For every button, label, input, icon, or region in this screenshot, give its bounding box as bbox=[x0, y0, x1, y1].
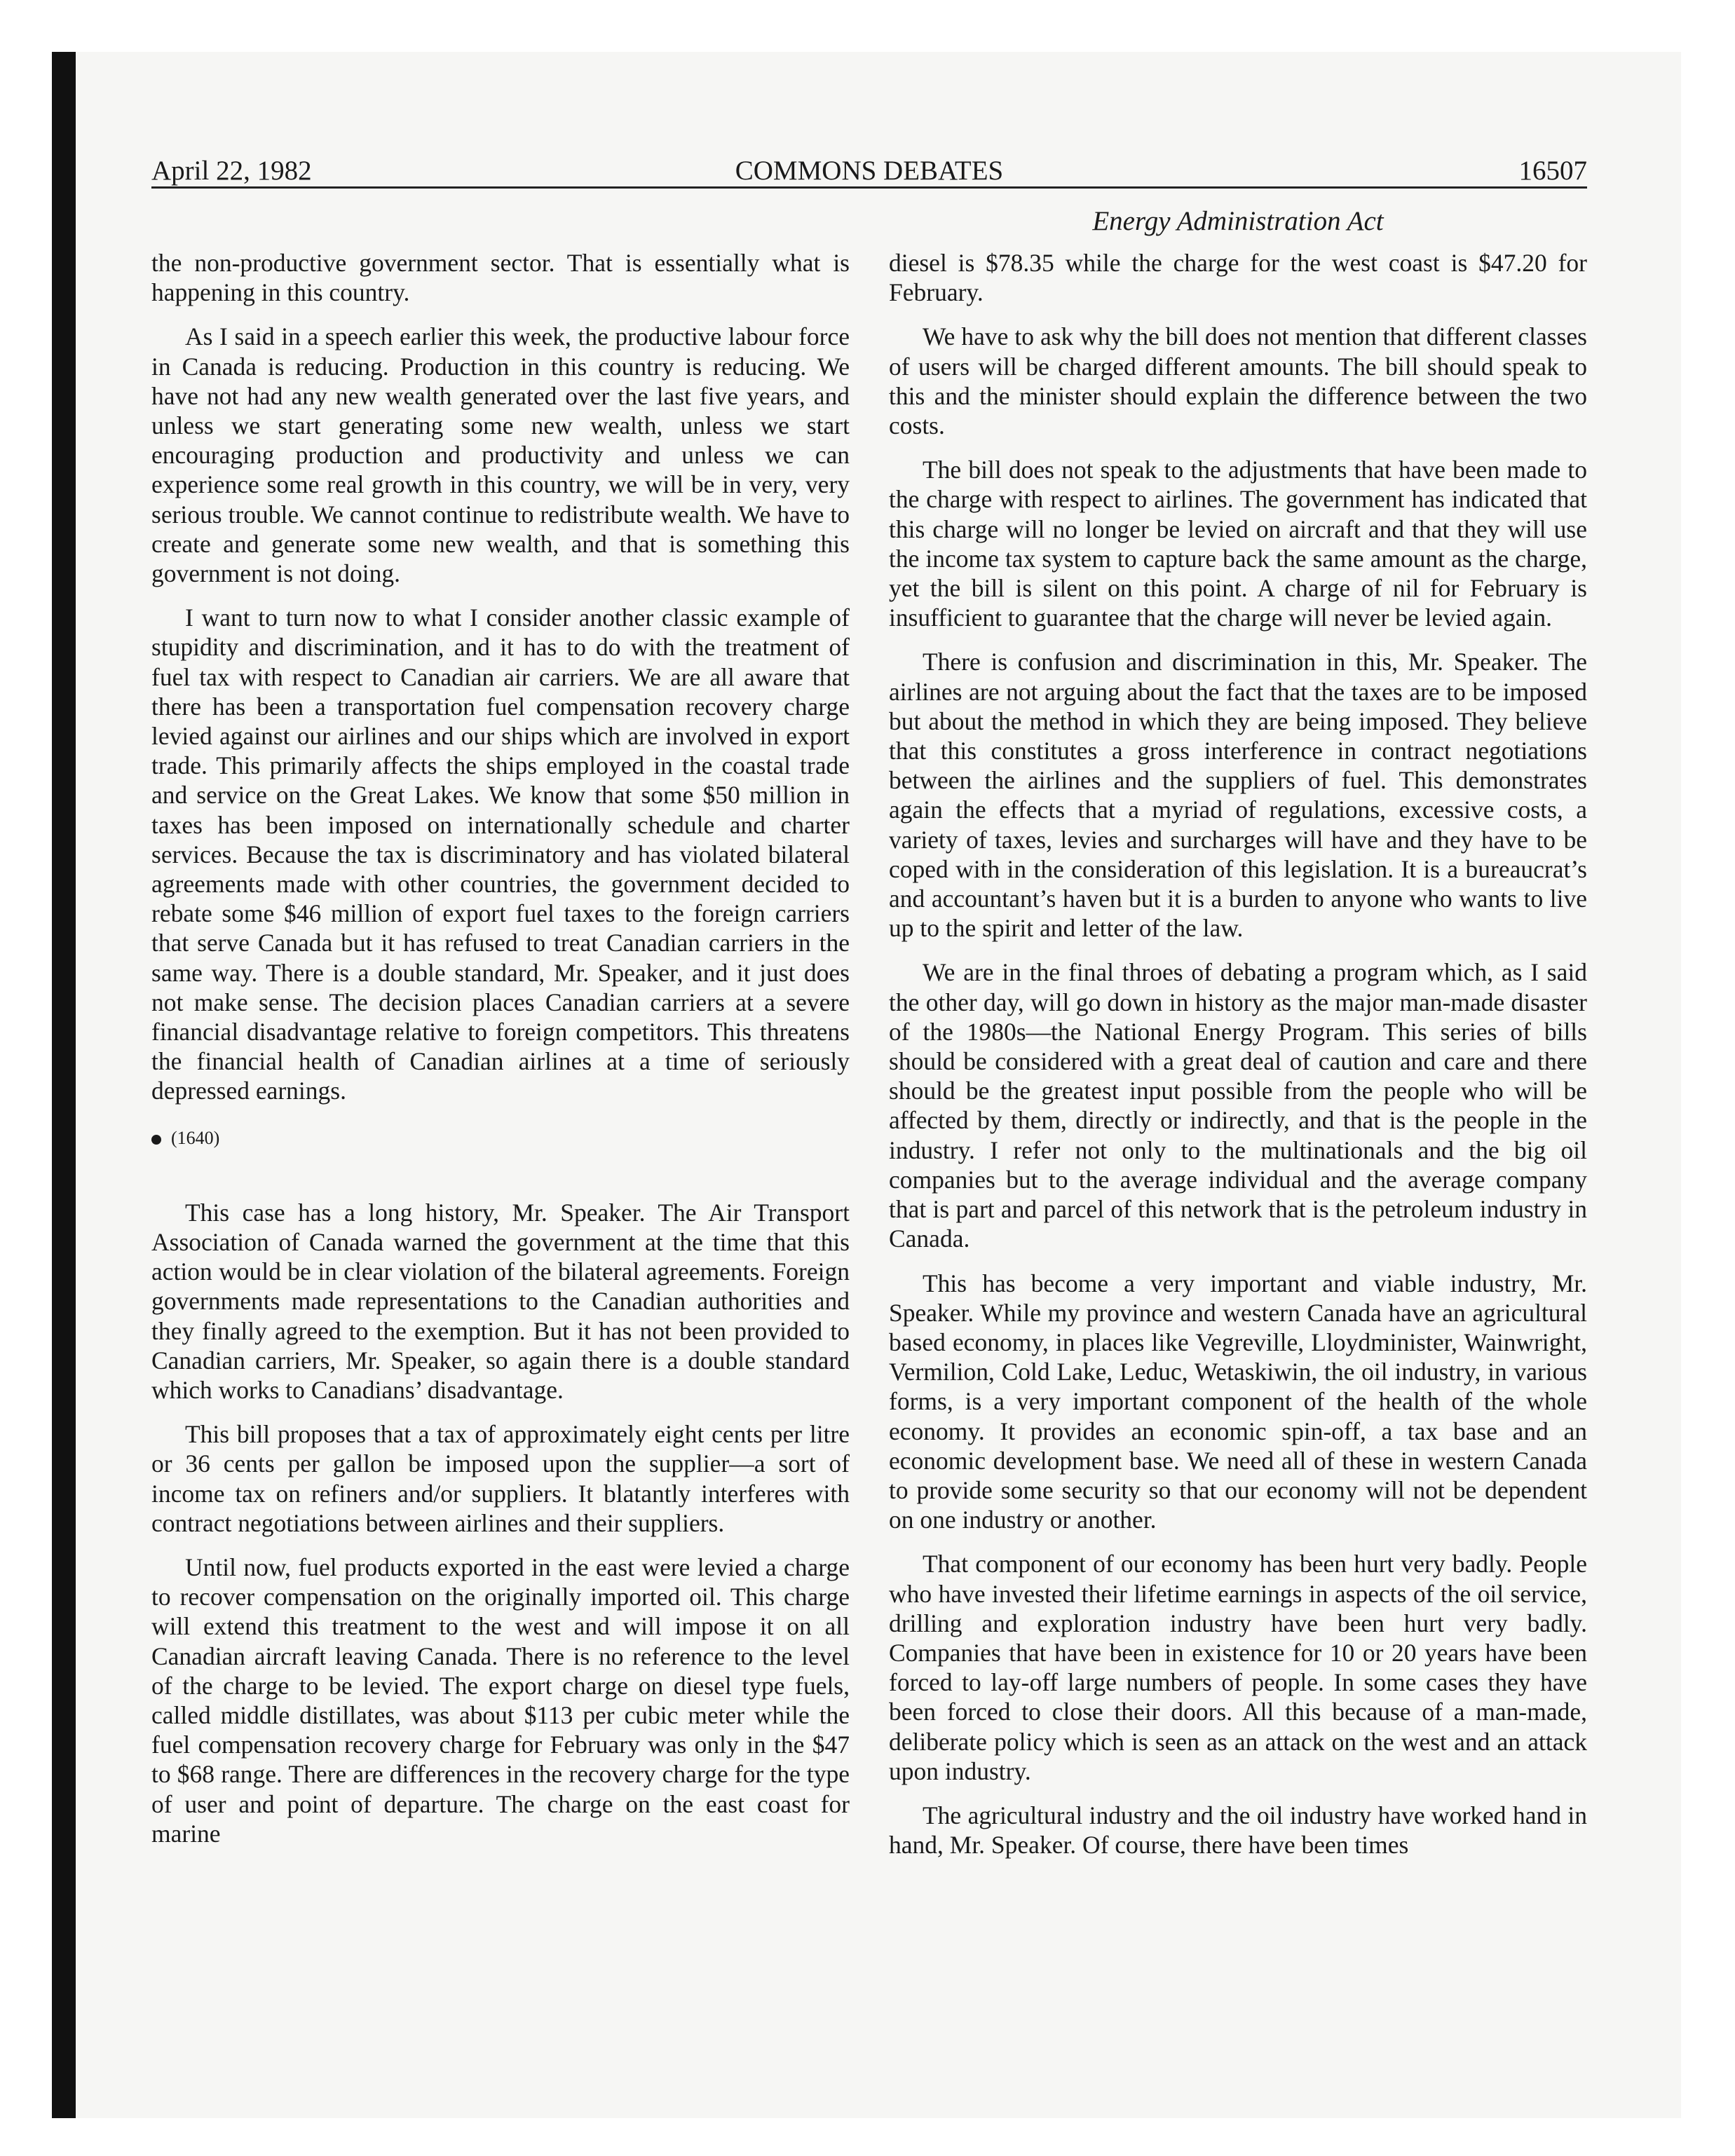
header-date: April 22, 1982 bbox=[151, 156, 312, 186]
paragraph: The agricultural industry and the oil industry have worked hand in hand, Mr. Speaker. Of course, there have been times bbox=[889, 1801, 1587, 1860]
paragraph: diesel is $78.35 while the charge for the west coast is $47.20 for February. bbox=[889, 249, 1587, 307]
running-header bbox=[151, 153, 1587, 189]
time-marker-label: (1640) bbox=[171, 1127, 220, 1148]
paragraph: As I said in a speech earlier this week, the productive labour force in Canada is reducing. Production in this country is reducing. We have not had any new wealth generated over the last five years, and unless we start generating some new wealth, unless we start encouraging production and productivity and unless we can experience some real growth in this country, we will be in very, very serious trouble. We cannot continue to redistribute wealth. We have to create and generate some new wealth, and that is something this government is not doing. bbox=[151, 322, 850, 588]
paragraph: That component of our economy has been hurt very badly. People who have invested their lifetime earnings in aspects of the oil service, drilling and exploration industry have been hurt very badly. Companies that have been in existence for 10 or 20 years have been forced to lay-off large numbers of people. In some cases they have been forced to close their doors. All this because of a man-made, deliberate policy which is seen as an attack on the west and an attack upon industry. bbox=[889, 1550, 1587, 1785]
header-page-number: 16507 bbox=[1518, 156, 1587, 186]
right-column bbox=[889, 248, 1587, 1944]
paragraph: The bill does not speak to the adjustments that have been made to the charge with respect to airlines. The government has indicated that this charge will no longer be levied on aircraft and that they will use the income tax system to capture back the same amount as the charge, yet the bill is silent on this point. A charge of nil for February is insufficient to guarantee that the charge will never be levied again. bbox=[889, 456, 1587, 632]
bullet-icon bbox=[151, 1135, 161, 1145]
time-marker bbox=[151, 1121, 850, 1156]
scan-edge bbox=[52, 52, 76, 2118]
paragraph: Until now, fuel products exported in the east were levied a charge to recover compensation on the originally imported oil. This charge will extend this treatment to the west and will impose it on all Canadian aircraft leaving Canada. There is no reference to the level of the charge to be levied. The export charge on diesel type fuels, called middle distillates, was about $113 per cubic meter while the fuel compensation recovery charge for February was only in the $47 to $68 range. There are differences in the recovery charge for the type of user and point of departure. The charge on the east coast for marine bbox=[151, 1553, 850, 1848]
paragraph: This has become a very important and viable industry, Mr. Speaker. While my province and western Canada have an agricultural based economy, in places like Vegreville, Lloydminister, Wainwright, Vermilion, Cold Lake, Leduc, Wetaskiwin, the oil industry, in various forms, is a very important component of the health of the whole economy. It provides an economic spin-off, a tax base and an economic development base. We need all of these in western Canada to provide some security so that our economy will not be dependent on one industry or another. bbox=[889, 1269, 1587, 1534]
paragraph: the non-productive government sector. That is essentially what is happening in this country. bbox=[151, 249, 850, 307]
left-column bbox=[151, 248, 850, 1944]
subject-heading: Energy Administration Act bbox=[1092, 206, 1384, 236]
paragraph: We are in the final throes of debating a program which, as I said the other day, will go down in history as the major man-made disaster of the 1980s—the National Energy Program. This series of bills should be considered with a great deal of caution and care and there should be the greatest input possible from the people who will be affected by them, directly or indirectly, and that is the people in the industry. I refer not only to the multinationals and the big oil companies but to the average individual and the average company that is part and parcel of this network that is the petroleum industry in Canada. bbox=[889, 958, 1587, 1253]
header-rule bbox=[151, 186, 1587, 189]
paragraph: This bill proposes that a tax of approximately eight cents per litre or 36 cents per gallon be imposed upon the supplier—a sort of income tax on refiners and/or suppliers. It blatantly interferes with contract negotiations between airlines and their suppliers. bbox=[151, 1420, 850, 1537]
paragraph: This case has a long history, Mr. Speaker. The Air Transport Association of Canada warned the government at the time that this action would be in clear violation of the bilateral agreements. Foreign governments made representations to the Canadian authorities and they finally agreed to the exemption. But it has not been provided to Canadian carriers, Mr. Speaker, so again there is a double standard which works to Canadians’ disadvantage. bbox=[151, 1198, 850, 1404]
paragraph: We have to ask why the bill does not mention that different classes of users will be charged different amounts. The bill should speak to this and the minister should explain the difference between the two costs. bbox=[889, 322, 1587, 440]
header-publication: COMMONS DEBATES bbox=[735, 156, 1004, 186]
paragraph: There is confusion and discrimination in this, Mr. Speaker. The airlines are not arguing about the fact that the taxes are to be imposed but about the method in which they are being imposed. They believe that this constitutes a gross interference in contract negotiations between the airlines and the suppliers of fuel. This demonstrates again the effects that a myriad of regulations, excessive costs, a variety of taxes, levies and surcharges will have and they have to be coped with in the consideration of this legislation. It is a bureaucrat’s and accountant’s haven but it is a burden to anyone who wants to live up to the spirit and letter of the law. bbox=[889, 648, 1587, 943]
paragraph: I want to turn now to what I consider another classic example of stupidity and discrimination, and it has to do with the treatment of fuel tax with respect to Canadian air carriers. We are all aware that there has been a transportation fuel compensation recovery charge levied against our airlines and our ships which are involved in export trade. This primarily affects the ships employed in the coastal trade and service on the Great Lakes. We know that some $50 million in taxes has been imposed on internationally schedule and charter services. Because the tax is discriminatory and has violated bilateral agreements made with other countries, the government decided to rebate some $46 million of export fuel taxes to the foreign carriers that serve Canada but it has refused to treat Canadian carriers in the same way. There is a double standard, Mr. Speaker, and it just does not make sense. The decision places Canadian carriers at a severe financial disadvantage relative to foreign competitors. This threatens the financial health of Canadian airlines at a time of seriously depressed earnings. bbox=[151, 603, 850, 1105]
